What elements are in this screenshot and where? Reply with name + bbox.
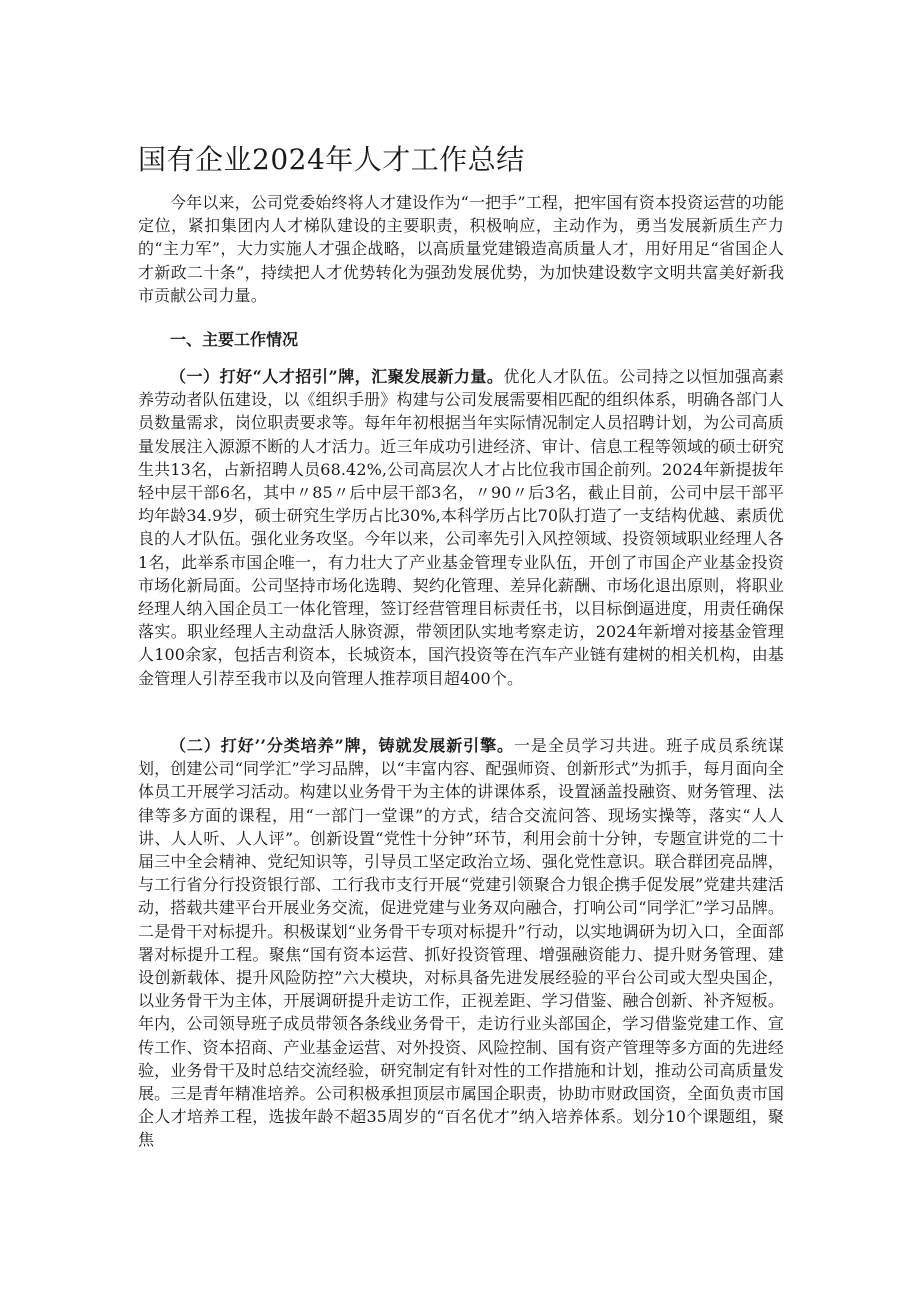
section-lead-1: （一）打好“人才招引”牌，汇聚发展新力量。 — [170, 367, 504, 386]
document-title: 国有企业2024年人才工作总结 — [138, 143, 525, 176]
section-lead-2: （二）打好’’分类培养”牌，铸就发展新引擎。 — [170, 736, 514, 755]
section-paragraph-2 — [138, 734, 784, 1152]
section-body-1: 优化人才队伍。公司持之以恒加强高素养劳动者队伍建设，以《组织手册》构建与公司发展需要相匹配的组织体系，明确各部门人员数量需求，岗位职责要求等。每年年初根据当年实际情况制定人员招聘计划，为公司高质量发展注入源源不断的人才活力。近三年成功引进经济、审计、信息工程等领域的硕士研究生共13名，占新招聘人员68.42%,公司高层次人才占比位我市国企前列。2024年新提拔年轻中层干部6名，其中〃85〃后中层干部3名，〃90〃后3名，截止目前，公司中层干部平均年龄34.9岁，硕士研究生学历占比30%,本科学历占比70队打造了一支结构优越、素质优良的人才队伍。强化业务攻坚。今年以来，公司率先引入风控领域、投资领域职业经理人各1名，此举系市国企唯一，有力壮大了产业基金管理专业队伍，开创了市国企产业基金投资市场化新局面。公司坚持市场化选聘、契约化管理、差异化薪酬、市场化退出原则，将职业经理人纳入国企员工一体化管理，签订经营管理目标责任书，以目标倒逼进度，用责任确保落实。职业经理人主动盘活人脉资源，带领团队实地考察走访，2024年新增对接基金管理人100余家，包括吉利资本，长城资本，国汽投资等在汽车产业链有建树的相关机构，由基金管理人引荐至我市以及向管理人推荐项目超400个。 — [138, 367, 784, 688]
section-heading: 一、主要工作情况 — [170, 330, 299, 349]
section-paragraph-1 — [138, 365, 784, 690]
intro-paragraph: 今年以来，公司党委始终将人才建设作为“一把手”工程，把牢国有资本投资运营的功能定位，紧扣集团内人才梯队建设的主要职责，积极响应，主动作为，勇当发展新质生产力的“主力军”，大力实施人才强企战略，以高质量党建锻造高质量人才，用好用足“省国企人才新政二十条”，持续把人才优势转化为强劲发展优势，为加快建设数字文明共富美好新我市贡献公司力量。 — [138, 193, 784, 305]
section-body-2: 一是全员学习共进。班子成员系统谋划，创建公司“同学汇”学习品牌，以“丰富内容、配强师资、创新形式”为抓手，每月面向全体员工开展学习活动。构建以业务骨干为主体的讲课体系，设置涵盖投融资、财务管理、法律等多方面的课程，用“一部门一堂课”的方式，结合交流问答、现场实操等，落实“人人讲、人人听、人人评”。创新设置“党性十分钟”环节，利用会前十分钟，专题宣讲党的二十届三中全会精神、党纪知识等，引导员工坚定政治立场、强化党性意识。联合群团亮品牌，与工行省分行投资银行部、工行我市支行开展“党建引领聚合力银企携手促发展”党建共建活动，搭载共建平台开展业务交流，促进党建与业务双向融合，打响公司“同学汇”学习品牌。二是骨干对标提升。积极谋划“业务骨干专项对标提升”行动，以实地调研为切入口，全面部署对标提升工程。聚焦“国有资本运营、抓好投资管理、增强融资能力、提升财务管理、建设创新载体、提升风险防控”六大模块，对标具备先进发展经验的平台公司或大型央国企，以业务骨干为主体，开展调研提升走访工作，正视差距、学习借鉴、融合创新、补齐短板。年内，公司领导班子成员带领各条线业务骨干，走访行业头部国企，学习借鉴党建工作、宣传工作、资本招商、产业基金运营、对外投资、风险控制、国有资产管理等多方面的先进经验，业务骨干及时总结交流经验，研究制定有针对性的工作措施和计划，推动公司高质量发展。三是青年精准培养。公司积极承担顶层市属国企职责，协助市财政国资，全面负责市国企人才培养工程，选拔年龄不超35周岁的“百名优才”纳入培养体系。划分10个课题组，聚焦 — [138, 736, 784, 1150]
